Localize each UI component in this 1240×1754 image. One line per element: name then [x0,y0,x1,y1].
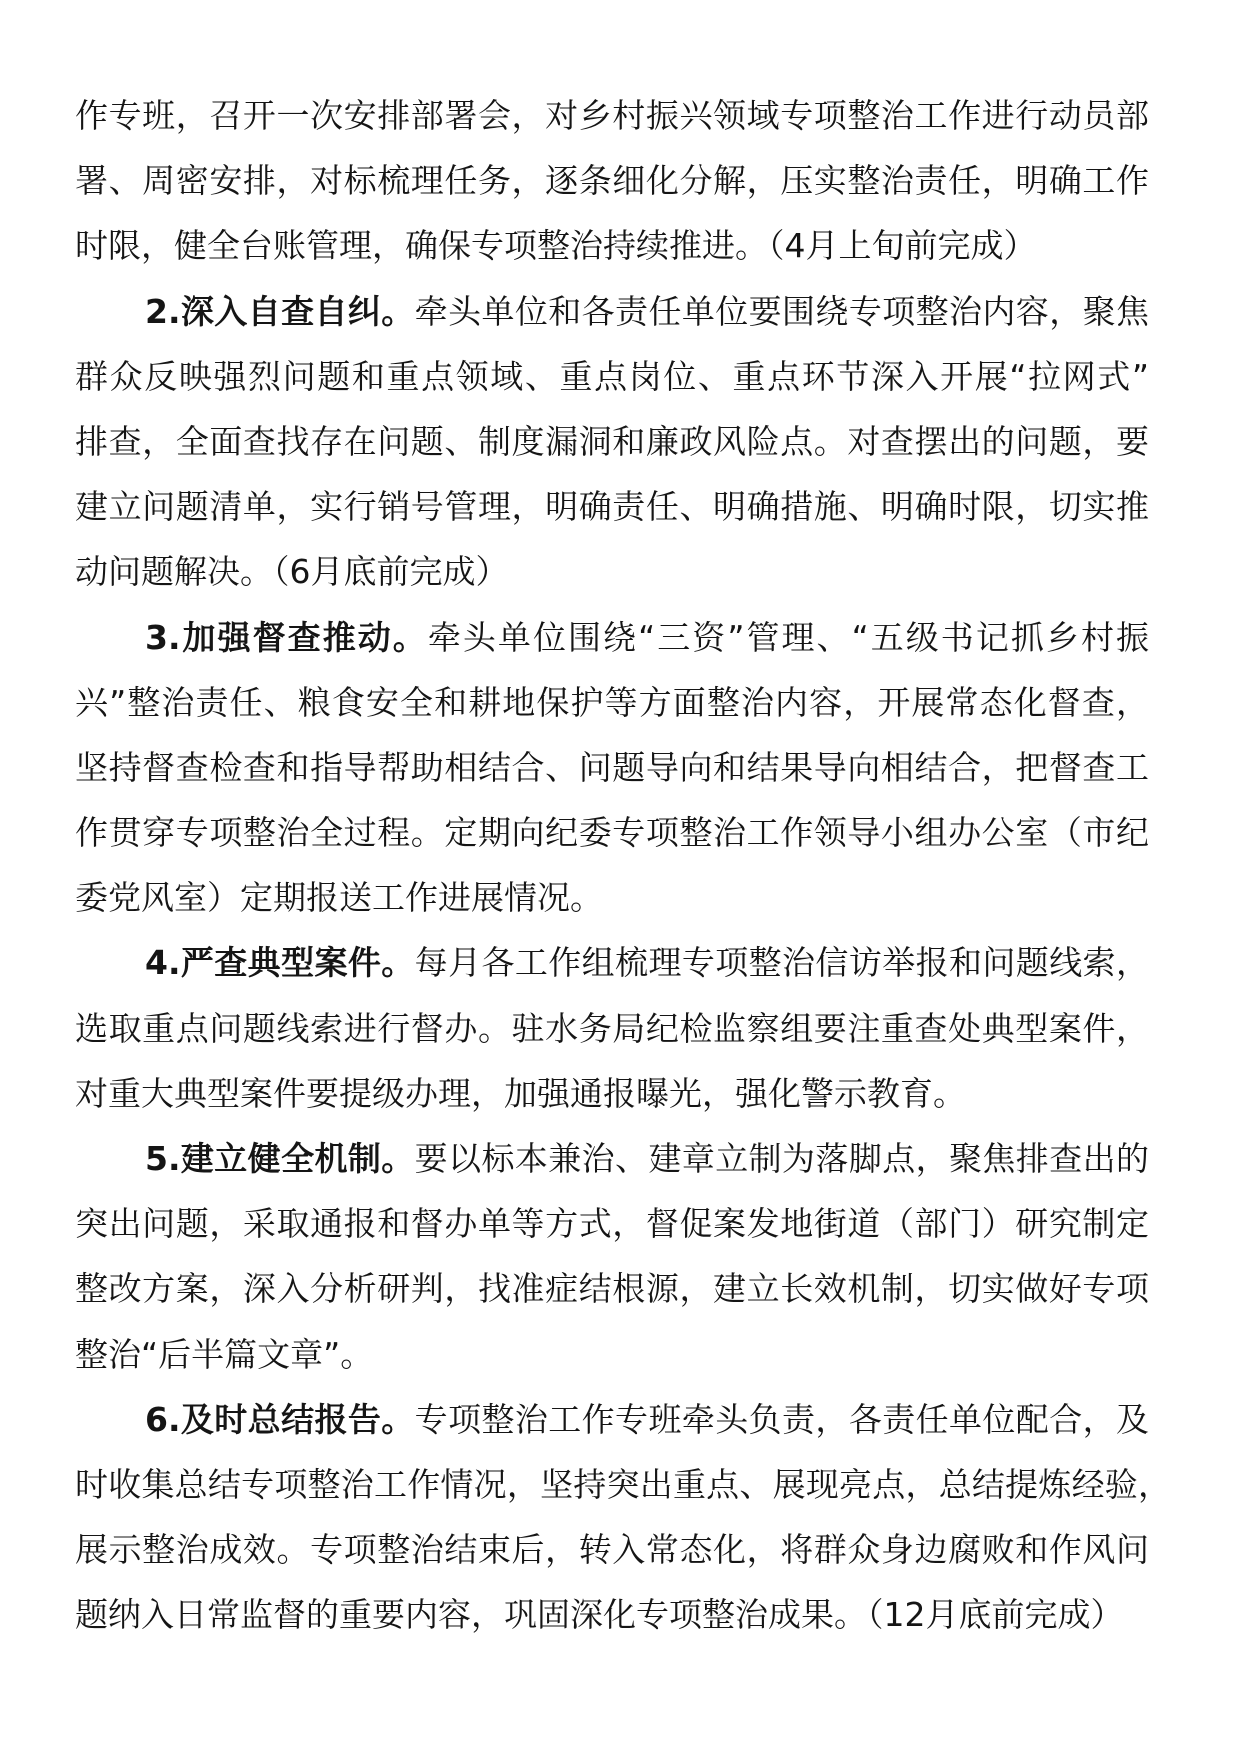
paragraph-line: 群众反映强烈问题和重点领域、重点岗位、重点环节深入开展“拉网式” [75,356,1149,396]
item-heading: 4.严查典型案件。 [145,943,415,983]
paragraph-line: 动问题解决。（6月底前完成） [75,552,509,592]
paragraph-line: 排查，全面查找存在问题、制度漏洞和廉政风险点。对查摆出的问题，要 [75,421,1149,461]
paragraph-item-5 [75,1126,1149,1387]
paragraph-line: 展示整治成效。专项整治结束后，转入常态化，将群众身边腐败和作风问 [75,1530,1149,1570]
paragraph-line: 委党风室）定期报送工作进展情况。 [75,878,603,918]
line-text: 牵头单位围绕“三资”管理、“五级书记抓乡村振 [427,617,1150,657]
paragraph-line: 突出问题，采取通报和督办单等方式，督促案发地街道（部门）研究制定 [75,1204,1149,1244]
paragraph-first-line [75,1387,1149,1452]
paragraph-line: 坚持督查检查和指导帮助相结合、问题导向和结果导向相结合，把督查工 [75,747,1149,787]
paragraph-line: 作贯穿专项整治全过程。定期向纪委专项整治工作领导小组办公室（市纪 [75,813,1149,853]
paragraph-line: 对重大典型案件要提级办理，加强通报曝光，强化警示教育。 [75,1073,966,1113]
paragraph-line: 兴”整治责任、粮食安全和耕地保护等方面整治内容，开展常态化督查， [75,682,1149,722]
paragraph-line: 选取重点问题线索进行督办。驻水务局纪检监察组要注重查处典型案件， [75,1008,1149,1048]
line-text: 每月各工作组梳理专项整治信访举报和问题线索， [414,943,1149,983]
item-heading: 6.及时总结报告。 [145,1399,415,1439]
paragraph-continuation [75,83,1149,279]
paragraph-line: 作专班，召开一次安排部署会，对乡村振兴领域专项整治工作进行动员部 [75,96,1149,135]
paragraph-first-line [75,930,1149,995]
item-heading: 5.建立健全机制。 [145,1139,415,1178]
line-text: 牵头单位和各责任单位要围绕专项整治内容，聚焦 [414,291,1149,331]
paragraph-line: 时收集总结专项整治工作情况，坚持突出重点、展现亮点，总结提炼经验， [75,1464,1171,1504]
item-heading: 3.加强督查推动。 [145,617,428,657]
paragraph-item-2 [75,279,1149,605]
paragraph-line: 整改方案，深入分析研判，找准症结根源，建立长效机制，切实做好专项 [75,1269,1149,1309]
paragraph-line: 题纳入日常监督的重要内容，巩固深化专项整治成果。（12月底前完成） [75,1595,1124,1635]
paragraph-line: 建立问题清单，实行销号管理，明确责任、明确措施、明确时限，切实推 [75,487,1149,527]
paragraph-line: 时限，健全台账管理，确保专项整治持续推进。（4月上旬前完成） [75,226,1037,266]
paragraph-line: 署、周密安排，对标梳理任务，逐条细化分解，压实整治责任，明确工作 [75,161,1149,201]
paragraph-first-line [75,1126,1149,1191]
paragraph-item-4 [75,930,1149,1126]
paragraph-first-line [75,605,1149,670]
line-text: 要以标本兼治、建章立制为落脚点，聚焦排查出的 [414,1139,1149,1178]
line-text: 专项整治工作专班牵头负责，各责任单位配合，及 [414,1399,1149,1439]
paragraph-item-6 [75,1387,1171,1648]
item-heading: 2.深入自查自纠。 [145,291,415,331]
paragraph-line: 整治“后半篇文章”。 [75,1334,374,1374]
document-body [75,83,1171,1648]
paragraph-item-3 [75,605,1149,931]
paragraph-first-line [75,279,1149,344]
